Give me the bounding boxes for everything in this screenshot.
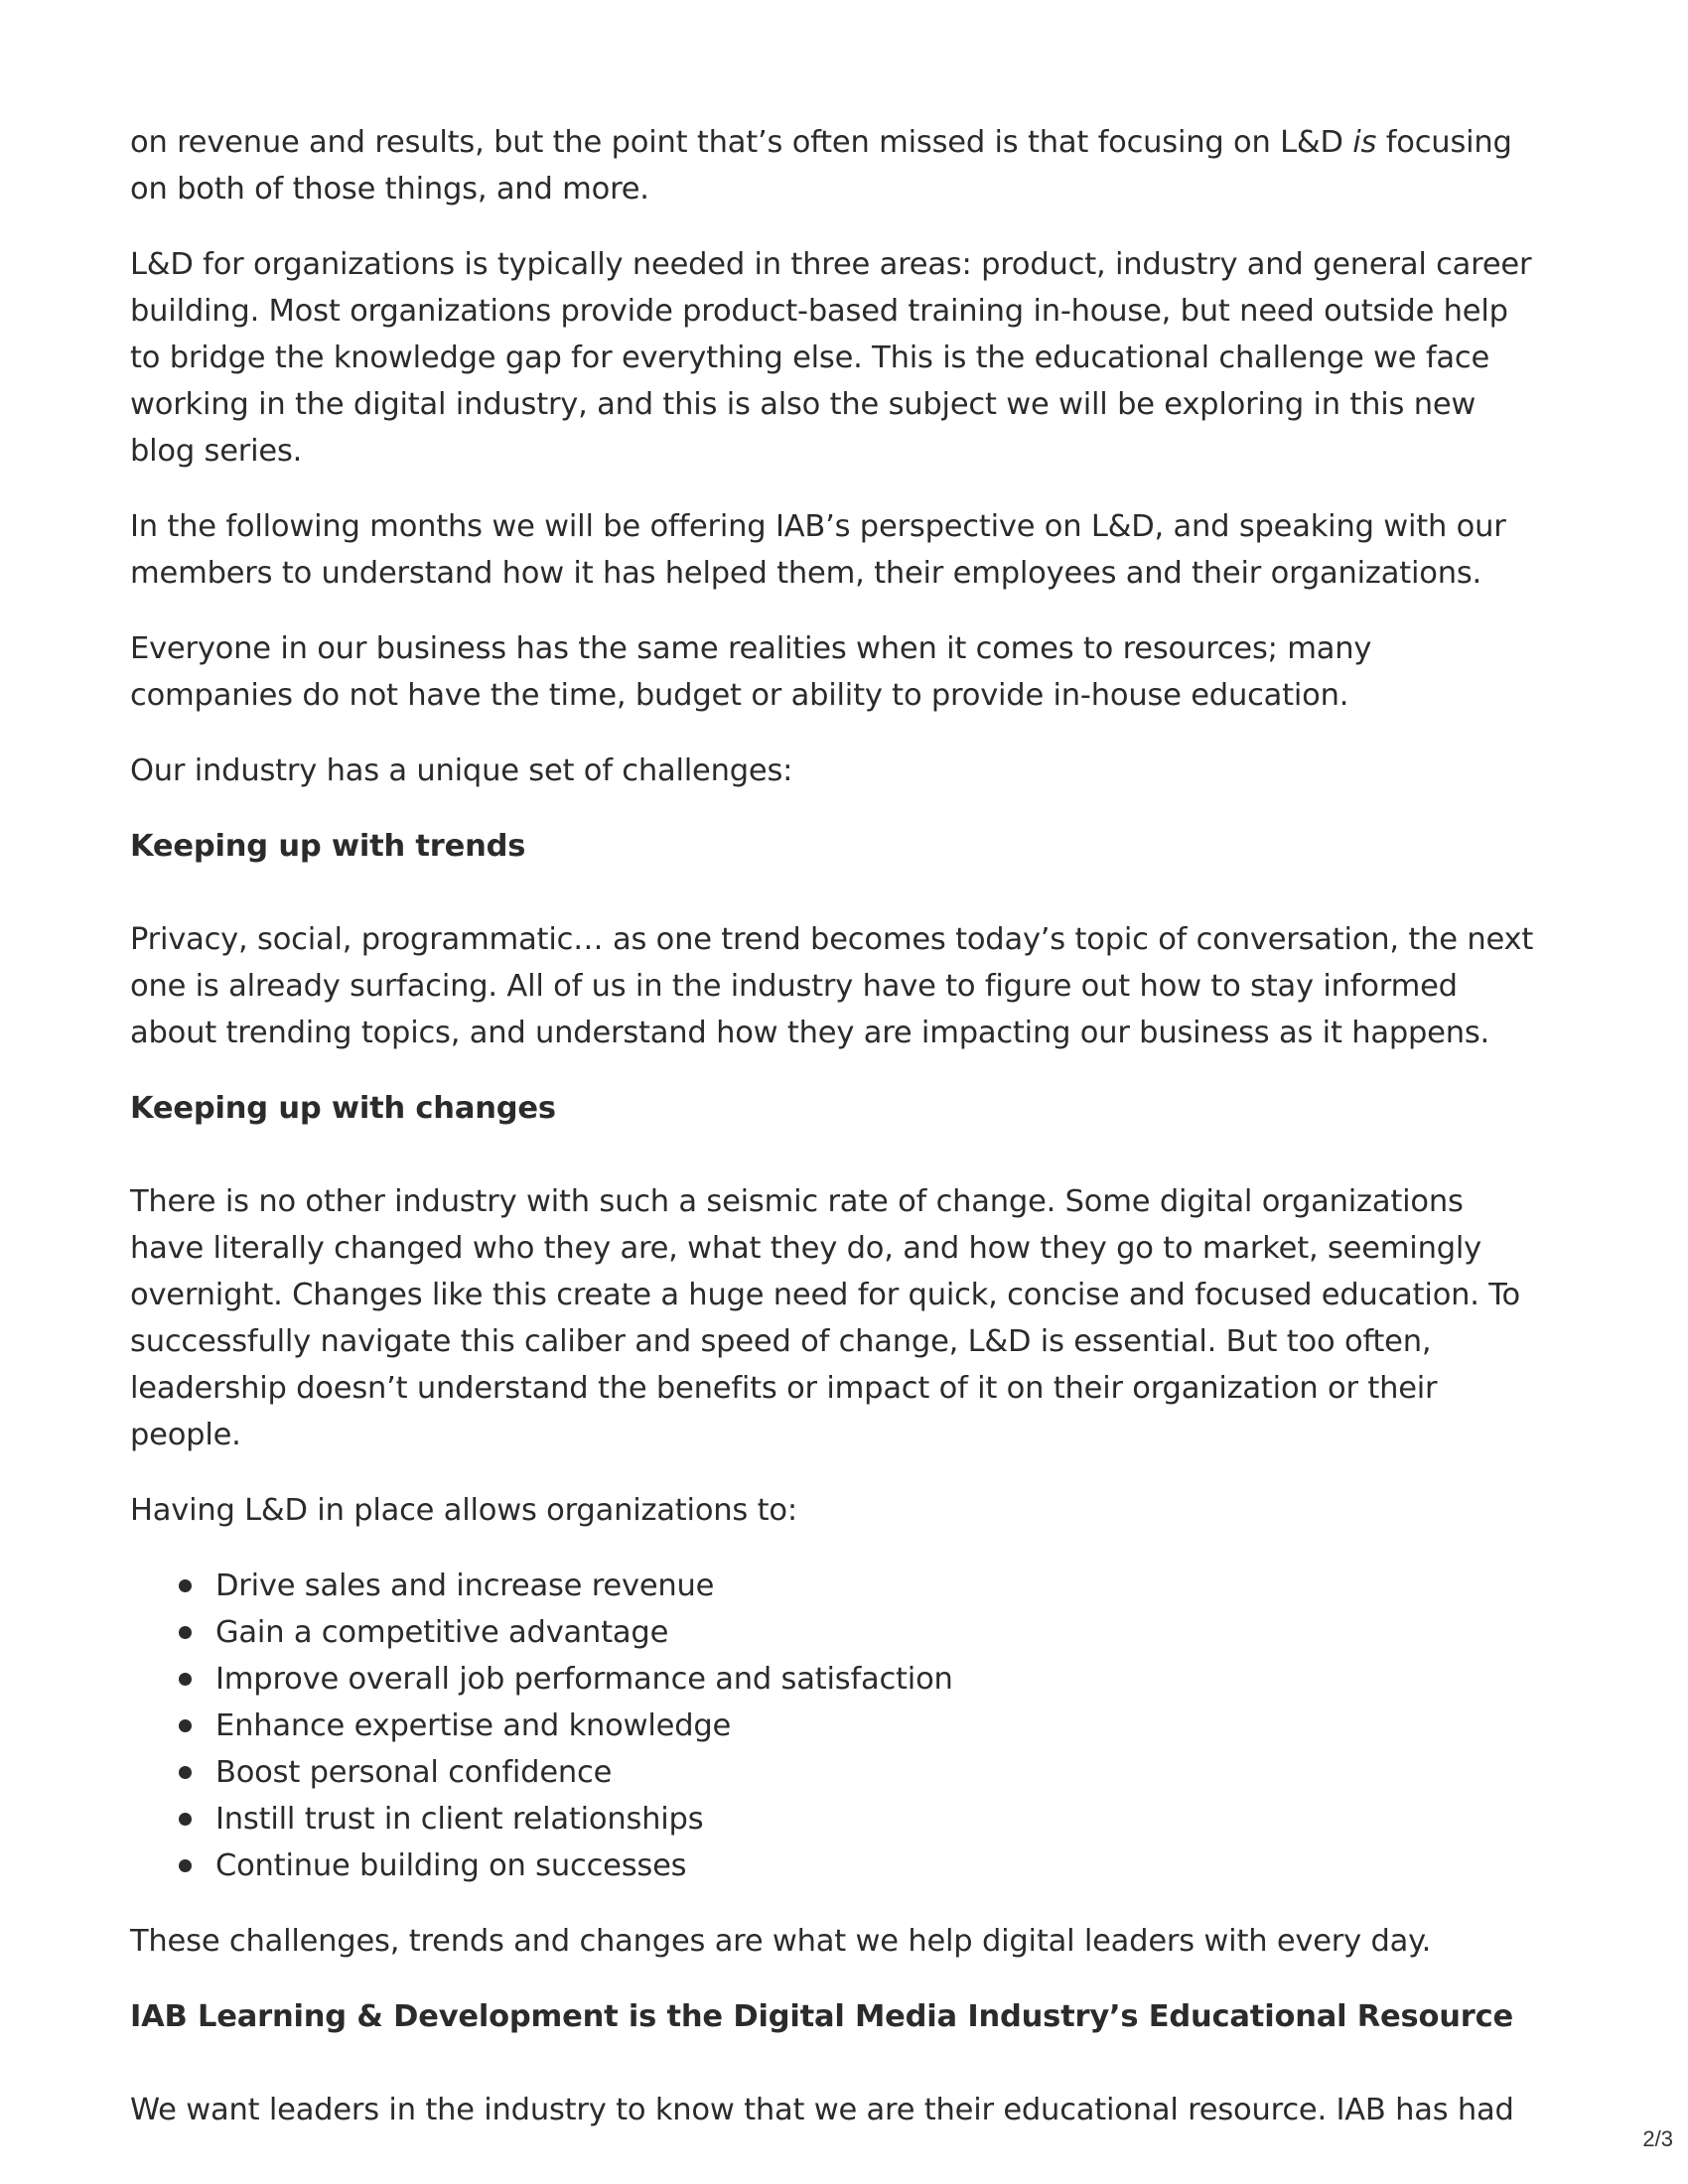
list-item	[215, 1703, 1540, 1749]
bullet-icon	[179, 1673, 192, 1686]
paragraph-trends: Privacy, social, programmatic… as one trend becomes today’s topic of conversation, the next one is already surfacing. All of us in the industry have to figure out how to stay informed about trending topics, and understand how they are impacting our business as it happens.	[130, 922, 1534, 1050]
list-item-text: Continue building on successes	[215, 1848, 687, 1883]
list-item-text: Improve overall job performance and satisfaction	[215, 1662, 953, 1697]
heading-keeping-up-changes: Keeping up with changes	[130, 1091, 556, 1126]
heading-iab-learning-development: IAB Learning & Development is the Digital Media Industry’s Educational Resource	[130, 1999, 1513, 2034]
list-item	[215, 1749, 1540, 1796]
list-item	[215, 1563, 1540, 1609]
page-number: 2/3	[1642, 2126, 1673, 2151]
paragraph-changes: There is no other industry with such a seismic rate of change. Some digital organizations have literally changed who they are, what they do, and how they go to market, seemingly overnight. Changes like this create a huge need for quick, concise and focused education. To successfully navigate this caliber and speed of change, L&D is essential. But too often, leadership doesn’t understand the benefits or impact of it on their organization or their people.	[130, 1184, 1520, 1452]
emphasis-text: is	[1352, 125, 1377, 160]
document-page	[130, 119, 1540, 2162]
list-item	[215, 1656, 1540, 1703]
paragraph-benefits-intro: Having L&D in place allows organizations to:	[130, 1493, 797, 1528]
heading-keeping-up-trends: Keeping up with trends	[130, 829, 526, 864]
bullet-icon	[179, 1719, 192, 1732]
list-item-text: Drive sales and increase revenue	[215, 1569, 715, 1603]
paragraph-text: focusing on both of those things, and more.	[130, 125, 1512, 206]
paragraph-challenges-intro: Our industry has a unique set of challenges:	[130, 753, 793, 788]
benefits-list	[130, 1563, 1540, 1889]
paragraph-educational-resource: We want leaders in the industry to know that we are their educational resource. IAB has had	[130, 2093, 1514, 2127]
bullet-icon	[179, 1626, 192, 1639]
bullet-icon	[179, 1859, 192, 1872]
paragraph-revenue-results	[130, 119, 1540, 212]
paragraph-help-leaders: These challenges, trends and changes are what we help digital leaders with every day.	[130, 1924, 1432, 1959]
paragraph-three-areas: L&D for organizations is typically needed in three areas: product, industry and general career building. Most organizations provide product-based training in-house, but need outside help to bridge the knowledge gap for everything else. This is the educational challenge we face working in the digital industry, and this is also the subject we will be exploring in this new blog series.	[130, 247, 1532, 469]
bullet-icon	[179, 1813, 192, 1826]
list-item	[215, 1843, 1540, 1889]
bullet-icon	[179, 1579, 192, 1592]
paragraph-resources: Everyone in our business has the same realities when it comes to resources; many companies do not have the time, budget or ability to provide in-house education.	[130, 631, 1372, 713]
list-item-text: Instill trust in client relationships	[215, 1802, 704, 1837]
list-item	[215, 1609, 1540, 1656]
list-item-text: Enhance expertise and knowledge	[215, 1708, 732, 1743]
bullet-icon	[179, 1766, 192, 1779]
paragraph-text: on revenue and results, but the point that’s often missed is that focusing on L&D	[130, 125, 1353, 160]
paragraph-iab-perspective: In the following months we will be offering IAB’s perspective on L&D, and speaking with our members to understand how it has helped them, their employees and their organizations.	[130, 509, 1506, 591]
list-item-text: Gain a competitive advantage	[215, 1615, 669, 1650]
list-item-text: Boost personal confidence	[215, 1755, 613, 1790]
list-item	[215, 1796, 1540, 1843]
